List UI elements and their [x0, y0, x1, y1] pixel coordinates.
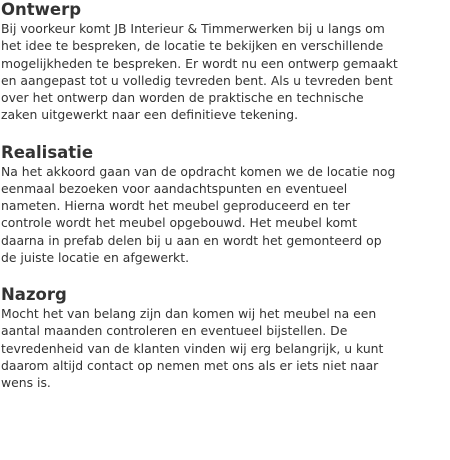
- section-title-realisatie: Realisatie: [1, 142, 94, 162]
- text-line: controle wordt het meubel opgebouwd. Het meubel komt: [1, 215, 357, 231]
- section-ontwerp: [1, 0, 447, 124]
- section-spacer: [1, 266, 447, 285]
- text-line: over het ontwerp dan worden de praktische en technische: [1, 90, 364, 105]
- text-line: het idee te bespreken, de locatie te bekijken en verschillende: [1, 38, 384, 54]
- content-area: [1, 0, 447, 391]
- text-line: aantal maanden controleren en eventueel bijstellen. De: [1, 323, 348, 339]
- text-line: en aangepast tot u volledig tevreden bent. Als u tevreden bent: [1, 72, 393, 88]
- text-line: wens is.: [1, 375, 51, 390]
- section-spacer: [1, 124, 447, 143]
- text-line: Na het akkoord gaan van de opdracht komen we de locatie nog: [1, 163, 396, 179]
- section-nazorg: [1, 285, 447, 391]
- text-line: nameten. Hierna wordt het meubel geproduceerd en ter: [1, 198, 351, 213]
- text-line: zaken uitgewerkt naar een definitieve tekening.: [1, 107, 299, 123]
- section-title-nazorg: Nazorg: [1, 285, 67, 304]
- text-line: eenmaal bezoeken voor aandachtspunten en eventueel: [1, 180, 348, 196]
- text-line: Mocht het van belang zijn dan komen wij het meubel na een: [1, 306, 377, 321]
- text-line: de juiste locatie en afgewerkt.: [1, 249, 190, 265]
- text-line: daarom altijd contact op nemen met ons als er iets niet naar: [1, 357, 379, 373]
- text-line: mogelijkheden te bespreken. Er wordt nu een ontwerp gemaakt: [1, 55, 398, 71]
- section-realisatie: [1, 143, 447, 267]
- text-line: Bij voorkeur komt JB Interieur & Timmerwerken bij u langs om: [1, 21, 385, 36]
- text-line: daarna in prefab delen bij u aan en wordt het gemonteerd op: [1, 232, 382, 248]
- section-title-ontwerp: Ontwerp: [1, 0, 82, 19]
- text-line: tevredenheid van de klanten vinden wij erg belangrijk, u kunt: [1, 340, 384, 356]
- section-body-ontwerp: [1, 20, 447, 124]
- section-body-nazorg: [1, 305, 447, 391]
- section-body-realisatie: [1, 163, 447, 267]
